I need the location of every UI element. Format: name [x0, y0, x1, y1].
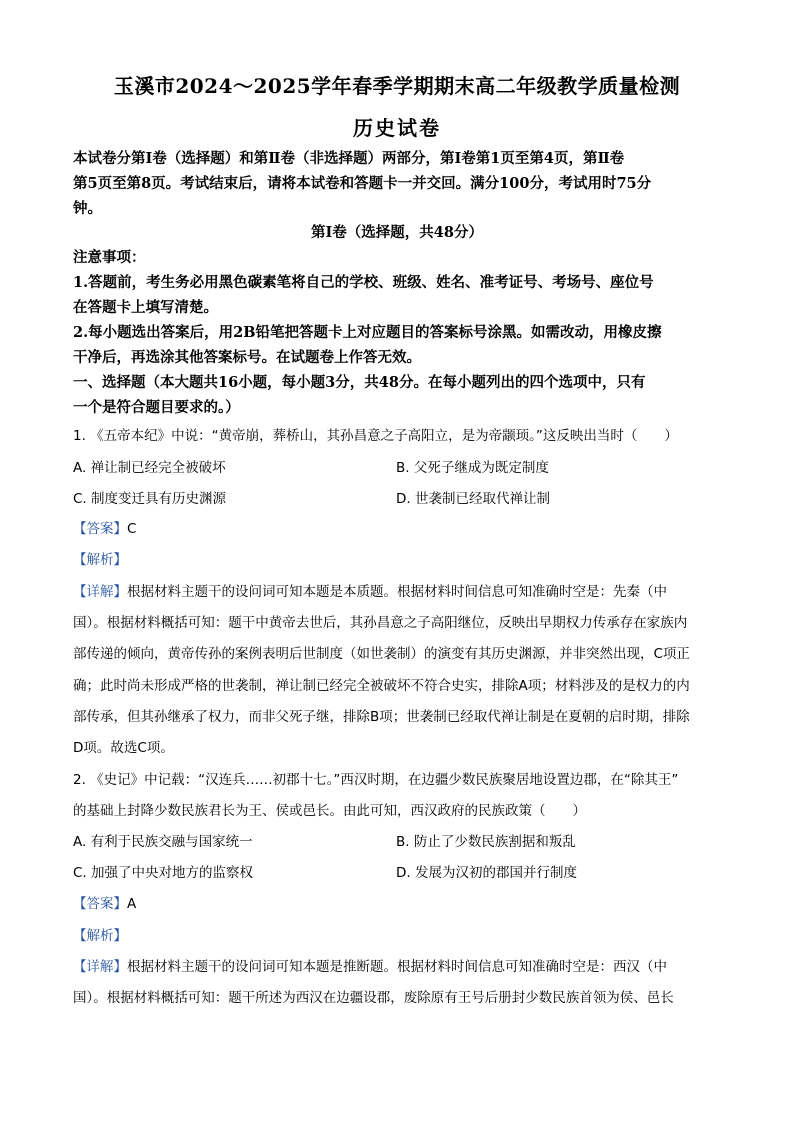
analysis-label: 【解析】 [73, 552, 127, 568]
question-1-option-c: C. 制度变迁具有历史渊源 [73, 491, 227, 507]
part1-line-2: 一个是符合题目要求的。） [73, 399, 240, 416]
exam-title: 玉溪市2024～2025学年春季学期期末高二年级教学质量检测 [113, 74, 681, 98]
question-2-stem-line-2: 的基础上封降少数民族君长为王、侯或邑长。由此可知，西汉政府的民族政策（ ） [73, 803, 586, 819]
question-1-detail-line-1 [73, 580, 733, 600]
question-1-detail-line-6: D项。故选C项。 [73, 740, 174, 756]
question-2-detail-line-2: 国）。根据材料概括可知：题干所述为西汉在边疆设郡，废除原有王号后册封少数民族首领为侯、邑长 [73, 990, 674, 1006]
notes-heading: 注意事项： [73, 249, 146, 266]
question-1-analysis [73, 548, 733, 568]
question-1-detail-line-3: 部传递的倾向，黄帝传孙的案例表明后世制度（如世袭制）的演变有其历史渊源，并非突然出现，C项正 [73, 646, 690, 662]
note-2-line-1: 2.每小题选出答案后，用2B铅笔把答题卡上对应题目的答案标号涂黑。如需改动，用橡皮擦 [73, 324, 662, 341]
question-2-option-a: A. 有利于民族交融与国家统一 [73, 834, 253, 850]
section-heading: 第Ⅰ卷（选择题，共48分） [311, 224, 483, 241]
question-1-option-a: A. 禅让制已经完全被破坏 [73, 460, 226, 476]
exam-subtitle: 历史试卷 [353, 116, 441, 140]
note-2-line-2: 干净后，再选涂其他答案标号。在试题卷上作答无效。 [73, 349, 421, 366]
question-1-option-b: B. 父死子继成为既定制度 [396, 460, 549, 476]
answer-value: C [127, 521, 137, 537]
question-2-option-c: C. 加强了中央对地方的监察权 [73, 865, 254, 881]
answer-label: 【答案】 [73, 896, 127, 912]
question-1-stem: 1. 《五帝本纪》中说：“黄帝崩，葬桥山，其孙昌意之子高阳立，是为帝颛顼。”这反映出当时（ ） [73, 428, 678, 444]
intro-line-3: 钟。 [73, 200, 102, 217]
note-1-line-1: 1.答题前，考生务必用黑色碳素笔将自己的学校、班级、姓名、准考证号、考场号、座位号 [73, 274, 654, 291]
intro-line-1: 本试卷分第Ⅰ卷（选择题）和第Ⅱ卷（非选择题）两部分，第Ⅰ卷第1页至第4页，第Ⅱ卷 [73, 150, 625, 167]
intro-line-2: 第5页至第8页。考试结束后，请将本试卷和答题卡一并交回。满分100分，考试用时75分 [73, 175, 652, 192]
question-1-option-d: D. 世袭制已经取代禅让制 [396, 491, 550, 507]
question-1-detail-line-5: 部传承，但其孙继承了权力，而非父死子继，排除B项；世袭制已经取代禅让制是在夏朝的启时期，排除 [73, 709, 690, 725]
analysis-label: 【解析】 [73, 928, 127, 944]
question-2-answer [73, 892, 733, 912]
note-1-line-2: 在答题卡上填写清楚。 [73, 299, 218, 316]
detail-label: 【详解】 [73, 584, 127, 600]
question-1-detail-line-2: 国）。根据材料概括可知：题干中黄帝去世后，其孙昌意之子高阳继位，反映出早期权力传承存在家族内 [73, 615, 688, 631]
question-1-answer [73, 517, 733, 537]
detail-label: 【详解】 [73, 959, 127, 975]
answer-value: A [127, 896, 137, 912]
question-1-detail-line-4: 确；此时尚未形成严格的世袭制，禅让制已经完全被破坏不符合史实，排除A项；材料涉及的是权力的内 [73, 678, 690, 694]
question-2-detail-line-1 [73, 955, 733, 975]
part1-line-1: 一、选择题（本大题共16小题，每小题3分，共48分。在每小题列出的四个选项中，只有 [73, 374, 646, 391]
detail-text: 根据材料主题干的设问词可知本题是本质题。根据材料时间信息可知准确时空是：先秦（中 [127, 584, 667, 600]
detail-text: 根据材料主题干的设问词可知本题是推断题。根据材料时间信息可知准确时空是：西汉（中 [127, 959, 667, 975]
question-2-analysis [73, 924, 733, 944]
question-2-option-d: D. 发展为汉初的郡国并行制度 [396, 865, 577, 881]
question-2-option-b: B. 防止了少数民族割据和叛乱 [396, 834, 576, 850]
question-2-stem-line-1: 2. 《史记》中记载：“汉连兵……初郡十七。”西汉时期，在边疆少数民族聚居地设置边郡，在“除其王” [73, 772, 679, 788]
answer-label: 【答案】 [73, 521, 127, 537]
